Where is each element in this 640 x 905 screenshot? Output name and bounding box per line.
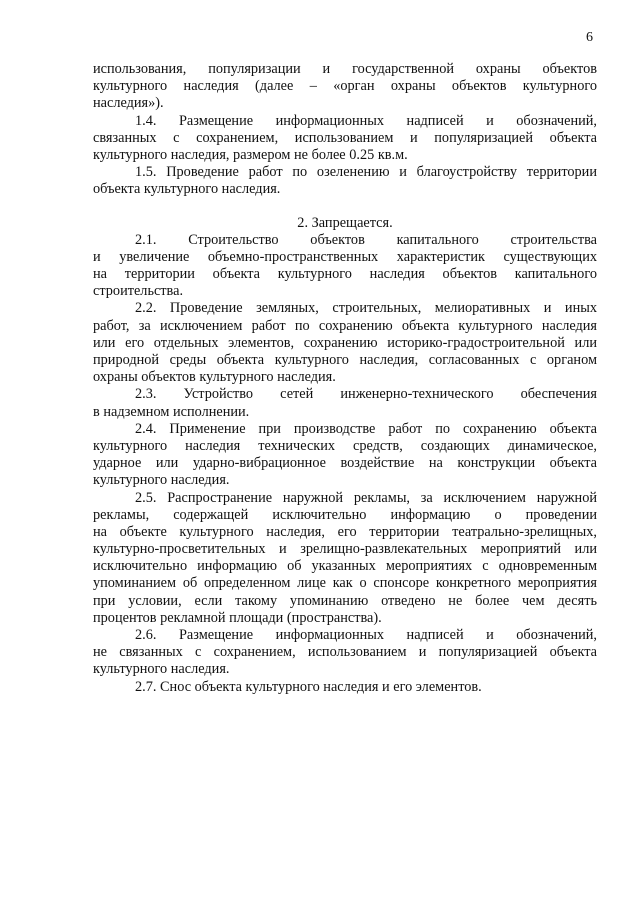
text-line: при условии, если такому упоминанию отведено не более чем десять — [93, 592, 597, 609]
text-line: объекта культурного наследия. — [93, 181, 281, 198]
text-line: охраны объектов культурного наследия. — [93, 369, 336, 386]
text-line: 1.5. Проведение работ по озеленению и благоустройству территории — [135, 164, 597, 181]
text-line: культурного наследия (далее – «орган охраны объектов культурного — [93, 78, 597, 95]
text-line: культурного наследия. — [93, 472, 230, 489]
text-line: связанных с сохранением, использованием и популяризацией объекта — [93, 129, 597, 146]
text-line: использования, популяризации и государственной охраны объектов — [93, 61, 597, 77]
text-line: или его отдельных элементов, сохранению историко-градостроительной или — [93, 334, 597, 351]
text-line: упоминанием об определенном лице как о спонсоре конкретного мероприятия — [93, 575, 597, 592]
text-line: культурного наследия. — [93, 661, 230, 678]
text-line: работ, за исключением работ по сохранению объекта культурного наследия — [93, 317, 597, 334]
section-2-text — [93, 232, 597, 696]
section-heading: 2. Запрещается. — [297, 214, 393, 231]
text-line: не связанных с сохранением, использованием и популяризацией объекта — [93, 644, 597, 661]
text-line: наследия»). — [93, 95, 164, 112]
text-line: 2.7. Снос объекта культурного наследия и его элементов. — [135, 678, 482, 695]
text-line: 1.4. Размещение информационных надписей и обозначений, — [135, 112, 597, 129]
text-line: рекламы, содержащей исключительно информацию о проведении — [93, 506, 597, 523]
text-line: культурно-просветительных и зрелищно-развлекательных мероприятий или — [93, 541, 597, 558]
text-line: 2.2. Проведение земляных, строительных, мелиоративных и иных — [135, 300, 597, 317]
text-line: 2.4. Применение при производстве работ по сохранению объекта — [135, 420, 597, 437]
text-line: 2.1. Строительство объектов капитального строительства — [135, 231, 597, 248]
text-line: на объекте культурного наследия, его территории театрально-зрелищных, — [93, 523, 597, 540]
text-line: 2.3. Устройство сетей инженерно-технического обеспечения — [135, 386, 597, 403]
page-number: 6 — [586, 30, 593, 45]
text-line: 2.5. Распространение наружной рекламы, за исключением наружной — [135, 489, 597, 506]
section-1-text — [93, 61, 597, 199]
text-line: культурного наследия, размером не более 0.25 кв.м. — [93, 146, 408, 163]
text-line: ударное или ударно-вибрационное воздействие на конструкции объекта — [93, 455, 597, 472]
text-line: строительства. — [93, 283, 184, 300]
document-body — [93, 61, 597, 696]
text-line: в надземном исполнении. — [93, 403, 250, 420]
text-line: и увеличение объемно-пространственных характеристик существующих — [93, 248, 597, 265]
text-line: культурного наследия технических средств, создающих динамическое, — [93, 437, 597, 454]
text-line: процентов рекламной площади (пространства). — [93, 609, 382, 626]
text-line: 2.6. Размещение информационных надписей и обозначений, — [135, 627, 597, 643]
text-line: на территории объекта культурного наследия объектов капитального — [93, 266, 597, 283]
text-line: природной среды объекта культурного наследия, согласованных с органом — [93, 352, 597, 368]
text-line: исключительно информацию об указанных мероприятиях с одновременным — [93, 558, 597, 575]
